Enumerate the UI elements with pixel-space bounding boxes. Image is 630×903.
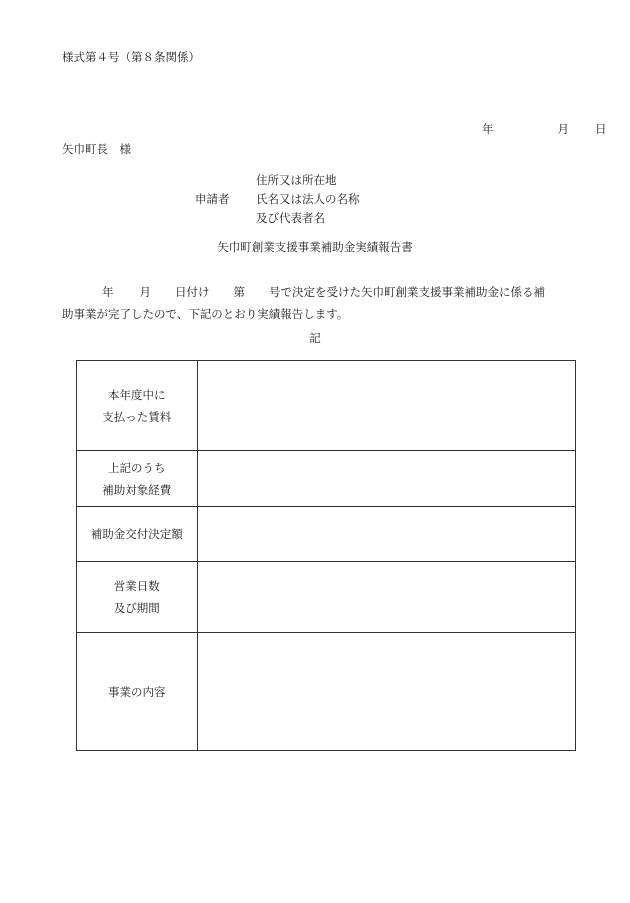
table-row [77, 633, 576, 751]
table-row [77, 361, 576, 451]
row-label-eligible-expenses [77, 451, 198, 507]
body-paragraph [62, 281, 580, 325]
date-day-label: 日 [595, 122, 607, 136]
label-line: 支払った賃料 [102, 409, 172, 424]
business-content-input[interactable] [197, 633, 575, 751]
row-label-business-content [77, 633, 198, 751]
body-line-1 [62, 281, 580, 303]
table-row [77, 451, 576, 507]
body-line-2: 助事業が完了したので、下記のとおり実績報告します。 [62, 307, 349, 321]
row-label-business-days [77, 562, 198, 633]
applicant-name-label: 氏名又は法人の名称 [256, 192, 360, 206]
applicant-label: 申請者 [195, 192, 230, 206]
grant-amount-input[interactable] [197, 507, 575, 562]
date-year-label: 年 [482, 122, 494, 136]
label-line: 上記のうち [108, 460, 166, 475]
label-line: 補助金交付決定額 [90, 527, 183, 541]
label-line: 本年度中に [108, 387, 166, 402]
document-title: 矢巾町創業支援事業補助金実績報告書 [217, 240, 413, 254]
report-table [76, 360, 576, 751]
label-line: 及び期間 [113, 601, 160, 615]
recipient: 矢巾町長 様 [62, 142, 131, 156]
label-line: 事業の内容 [108, 684, 166, 699]
body-dated: 日付け [175, 285, 210, 299]
body-number-prefix: 第 [233, 285, 245, 299]
body-year: 年 [102, 285, 114, 299]
date-month-label: 月 [557, 122, 569, 136]
applicant-address-label: 住所又は所在地 [256, 173, 337, 187]
row-label-rent [77, 361, 198, 451]
row-label-grant-amount [77, 507, 198, 562]
table-row [77, 562, 576, 633]
body-month: 月 [139, 285, 151, 299]
ki-heading: 記 [309, 331, 321, 345]
form-number: 様式第４号（第８条関係） [62, 50, 200, 64]
label-line: 営業日数 [113, 579, 160, 593]
body-line1-rest: 号で決定を受けた矢巾町創業支援事業補助金に係る補 [269, 285, 545, 299]
label-line: 補助対象経費 [102, 482, 172, 497]
business-days-input[interactable] [197, 562, 575, 633]
applicant-representative-label: 及び代表者名 [256, 211, 325, 225]
table-row [77, 507, 576, 562]
eligible-expenses-input[interactable] [197, 451, 575, 507]
date-line [482, 124, 607, 136]
rent-input[interactable] [197, 361, 575, 451]
